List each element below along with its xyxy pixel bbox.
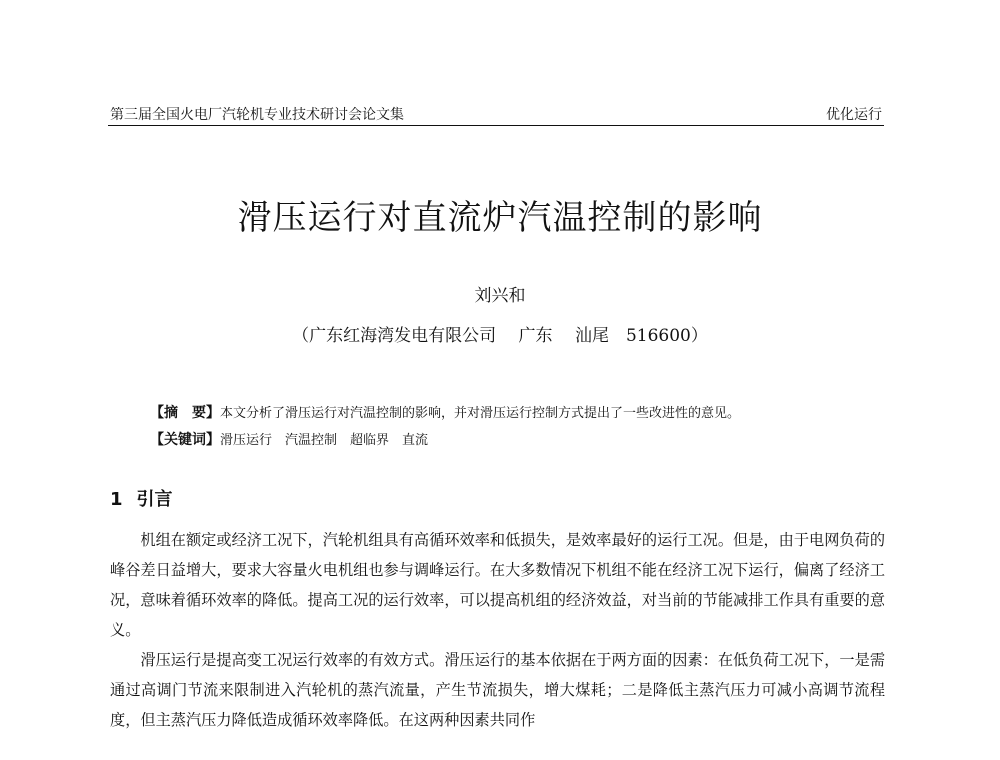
abstract-label: 【摘 要】	[150, 405, 220, 421]
paragraph: 滑压运行是提高变工况运行效率的有效方式。滑压运行的基本依据在于两方面的因素：在低负荷工况下，一是需通过高调门节流来限制进入汽轮机的蒸汽流量，产生节流损失，增大煤耗；二是降低主蒸汽压力可减小高调节流程度，但主蒸汽压力降低造成循环效率降低。在这两种因素共同作	[110, 651, 885, 729]
paragraph: 机组在额定或经济工况下，汽轮机组具有高循环效率和低损失，是效率最好的运行工况。但是，由于电网负荷的峰谷差日益增大，要求大容量火电机组也参与调峰运行。在大多数情况下机组不能在经济工况下运行，偏离了经济工况，意味着循环效率的降低。提高工况的运行效率，可以提高机组的经济效益，对当前的节能减排工作具有重要的意义。	[110, 531, 885, 639]
keywords-label: 【关键词】	[150, 432, 220, 448]
abstract-text: 本文分析了滑压运行对汽温控制的影响，并对滑压运行控制方式提出了一些改进性的意见。	[220, 406, 741, 421]
section-number: 1	[110, 489, 123, 510]
section-heading	[110, 485, 173, 511]
author-name: 刘兴和	[474, 286, 526, 306]
author-affiliation: （广东红海湾发电有限公司 广东 汕尾 516600）	[292, 326, 708, 346]
keywords-line	[150, 427, 870, 454]
body-text	[110, 525, 885, 735]
running-header-section: 优化运行	[826, 107, 882, 123]
abstract-block	[150, 400, 870, 454]
keywords-text: 滑压运行 汽温控制 超临界 直流	[220, 433, 429, 448]
running-header-proceedings: 第三届全国火电厂汽轮机专业技术研讨会论文集	[110, 107, 404, 123]
abstract-line	[150, 400, 870, 427]
header-rule	[108, 125, 884, 126]
paper-title: 滑压运行对直流炉汽温控制的影响	[237, 198, 763, 238]
section-title: 引言	[136, 489, 173, 510]
